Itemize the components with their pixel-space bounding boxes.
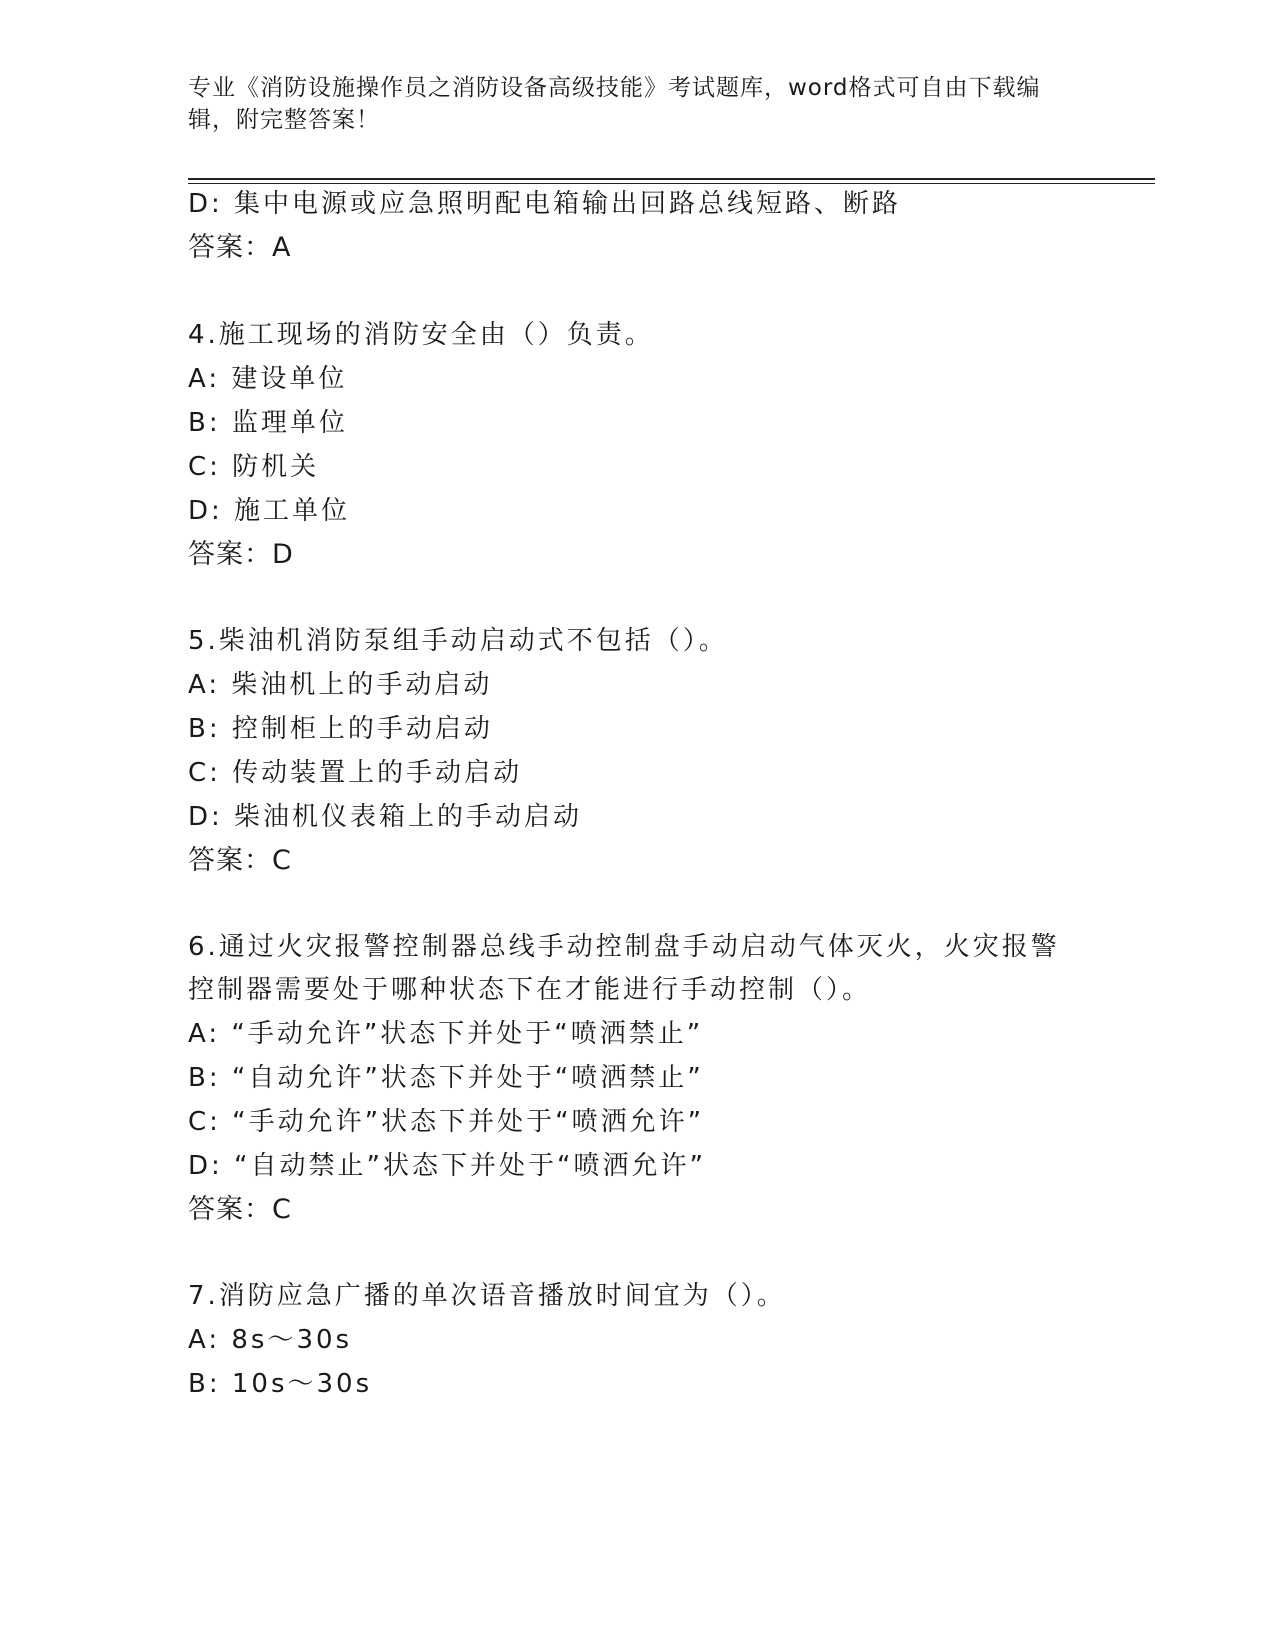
- header-line-1: 专业《消防设施操作员之消防设备高级技能》考试题库，word格式可自由下载编: [188, 75, 1041, 101]
- header-line-2: 辑，附完整答案！: [188, 107, 380, 133]
- q4-answer: 答案：D: [188, 539, 294, 570]
- q5-answer: 答案：C: [188, 845, 292, 876]
- q3-option-d: D: 集中电源或应急照明配电箱输出回路总线短路、断路: [188, 189, 902, 219]
- q6-option-a: A: “手动允许”状态下并处于“喷洒禁止”: [188, 1019, 704, 1049]
- q3-answer: 答案：A: [188, 232, 292, 263]
- q6-question-line-1: 6.通过火灾报警控制器总线手动控制盘手动启动气体灭火，火灾报警: [188, 932, 1060, 962]
- q5-question: 5.柴油机消防泵组手动启动式不包括（）。: [188, 626, 728, 656]
- q7-option-b: B: 10s～30s: [188, 1369, 373, 1399]
- q5-option-a: A: 柴油机上的手动启动: [188, 670, 493, 700]
- q6-option-d: D: “自动禁止”状态下并处于“喷洒允许”: [188, 1151, 706, 1181]
- q7-option-a: A: 8s～30s: [188, 1325, 353, 1355]
- q4-option-c: C: 防机关: [188, 452, 320, 482]
- q6-option-c: C: “手动允许”状态下并处于“喷洒允许”: [188, 1107, 705, 1137]
- q6-question-line-2: 控制器需要处于哪种状态下在才能进行手动控制（）。: [188, 975, 872, 1005]
- q4-option-a: A: 建设单位: [188, 364, 348, 394]
- q5-option-c: C: 传动装置上的手动启动: [188, 758, 523, 788]
- q6-option-b: B: “自动允许”状态下并处于“喷洒禁止”: [188, 1063, 704, 1093]
- q5-option-b: B: 控制柜上的手动启动: [188, 714, 493, 744]
- q4-option-d: D: 施工单位: [188, 496, 351, 526]
- q5-option-d: D: 柴油机仪表箱上的手动启动: [188, 802, 583, 832]
- document-header: [188, 72, 1068, 136]
- q7-question: 7.消防应急广播的单次语音播放时间宜为（）。: [188, 1281, 786, 1311]
- header-divider-thick: [188, 178, 1155, 180]
- q4-question: 4.施工现场的消防安全由（）负责。: [188, 320, 654, 350]
- q6-answer: 答案：C: [188, 1194, 292, 1225]
- header-divider-thin: [188, 183, 1155, 184]
- q4-option-b: B: 监理单位: [188, 408, 348, 438]
